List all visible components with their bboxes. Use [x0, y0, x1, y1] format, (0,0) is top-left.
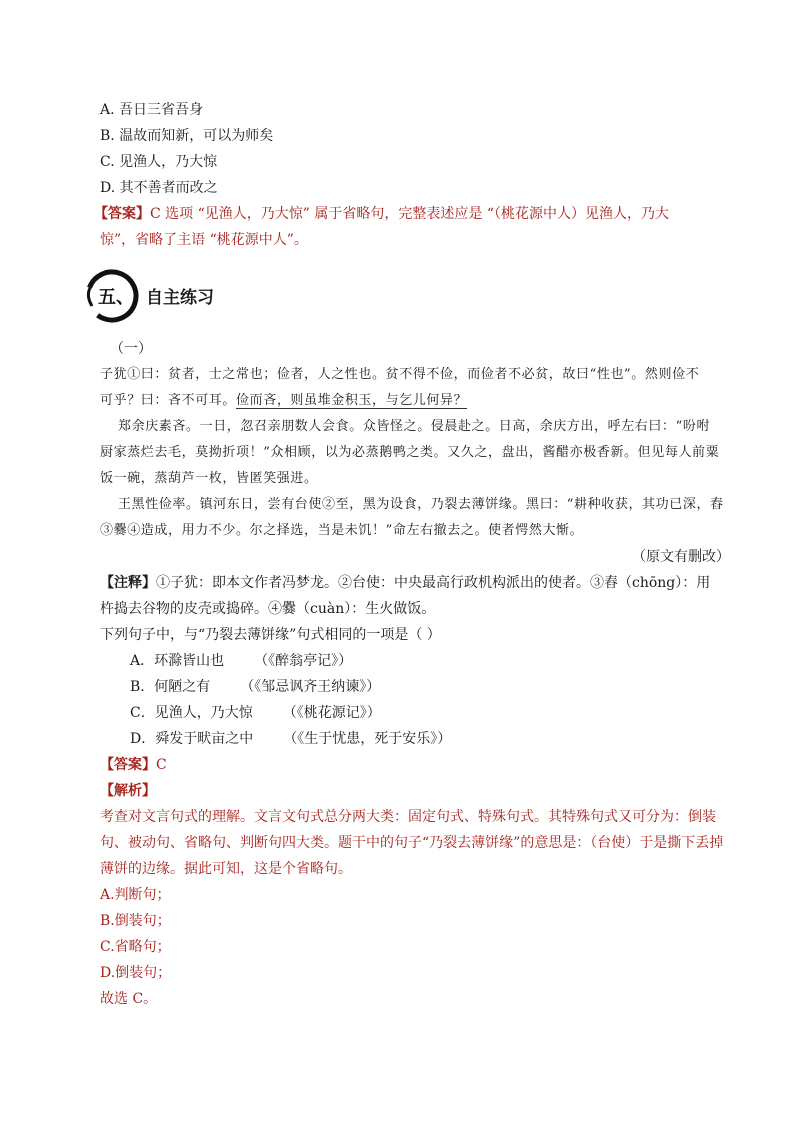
notes-line1 [100, 574, 710, 592]
notes-line2: 杵捣去谷物的皮壳或捣碎。④爨（cuàn）：生火做饭。 [100, 601, 436, 617]
section-number: 五、 [98, 287, 134, 308]
question-option-b-src: （《邹忌讽齐王纳谏》） [240, 679, 381, 695]
passage-p3-line2: ③爨④造成，用力不少。尔之择选，当是未饥！”命左右撤去之。使者愕然大惭。 [100, 523, 584, 538]
top-answer-line2: 惊”，省略了主语 “桃花源中人”。 [100, 232, 308, 248]
question-option-c-src: （《桃花源记》） [282, 705, 381, 721]
question-option-a-src: （《醉翁亭记》） [254, 653, 353, 669]
question-option-a-text: A．环滁皆山也 [130, 653, 225, 669]
notes-text1: ①子犹：即本文作者冯梦龙。②台使：中央最高行政机构派出的使者。③舂（chōng）：用 [156, 575, 711, 591]
analysis-item-b: B.倒装句； [100, 913, 171, 929]
passage-p3-line1: 王黑性俭率。镇河东日，尝有台使②至，黑为设食，乃裂去薄饼缘。黑曰：“耕种收获，其功已深，舂 [118, 497, 724, 512]
question-option-d-text: D．舜发于畎亩之中 [130, 731, 254, 747]
analysis-tag: 【解析】 [100, 783, 156, 799]
passage-p1-line1: 子犹①曰：贫者，士之常也；俭者，人之性也。贫不得不俭，而俭者不必贫，故曰“性也”。然则俭不 [100, 367, 700, 382]
top-answer-text1: C 选项 “见渔人，乃大惊” 属于省略句，完整表述应是 “（桃花源中人）见渔人，乃大 [150, 206, 669, 222]
analysis-line3: 薄饼的边缘。据此可知，这是个省略句。 [100, 861, 352, 877]
passage-p2-line1: 郑余庆素吝。一日，忽召亲朋数人会食。众皆怪之。侵晨赴之。日高，余庆方出，呼左右曰：“吩咐 [118, 419, 711, 434]
question-option-b-text: B．何陋之有 [130, 679, 211, 695]
answer-line [100, 756, 167, 774]
answer-value: C [156, 757, 167, 773]
underlined-sentence: 俭而吝，则虽堆金积玉，与乞儿何异？ [236, 393, 468, 408]
question-option-a [130, 652, 352, 670]
analysis-line1: 考查对文言句式的理解。文言文句式总分两大类：固定句式、特殊句式。其特殊句式又可分为：倒装 [100, 809, 716, 825]
analysis-item-d: D.倒装句； [100, 965, 172, 981]
option-d: D. 其不善者而改之 [100, 180, 218, 196]
analysis-line2: 句、被动句、省略句、判断句四大类。题干中的句子“乃裂去薄饼缘”的意思是：（台使）于是撕下丢掉 [100, 835, 724, 851]
question-stem: 下列句子中，与“乃裂去薄饼缘”句式相同的一项是（ ） [100, 627, 441, 643]
question-option-d [130, 730, 451, 748]
answer-tag-2: 【答案】 [100, 757, 156, 773]
option-c: C. 见渔人，乃大惊 [100, 154, 218, 170]
question-option-c [130, 704, 381, 722]
passage-p2-line3: 饭一碗，蒸葫芦一枚，皆匿笑强进。 [100, 471, 318, 486]
top-answer-line1 [94, 205, 669, 223]
question-option-c-text: C．见渔人，乃大惊 [130, 705, 253, 721]
passage-p2-line2: 厨家蒸烂去毛，莫拗折项！”众相顾，以为必蒸鹅鸭之类。又久之，盘出，酱醋亦极香新。但见每人前粟 [100, 445, 720, 460]
passage-p1-line2-a: 可乎？曰：吝不可耳。 [100, 393, 237, 408]
passage-label: （一） [110, 341, 152, 357]
passage-p1-line2 [100, 392, 467, 410]
option-b: B. 温故而知新，可以为师矣 [100, 128, 274, 144]
analysis-conclusion: 故选 C。 [100, 991, 158, 1007]
analysis-item-a: A.判断句； [100, 887, 171, 903]
question-option-d-src: （《生于忧患，死于安乐》） [283, 731, 452, 747]
passage-source: （原文有删改） [632, 549, 730, 565]
question-option-b [130, 678, 380, 696]
section-title: 自主练习 [146, 288, 214, 308]
answer-tag: 【答案】 [94, 206, 150, 222]
notes-tag: 【注释】 [100, 575, 156, 591]
option-a: A. 吾日三省吾身 [100, 102, 204, 118]
analysis-item-c: C.省略句； [100, 939, 171, 955]
